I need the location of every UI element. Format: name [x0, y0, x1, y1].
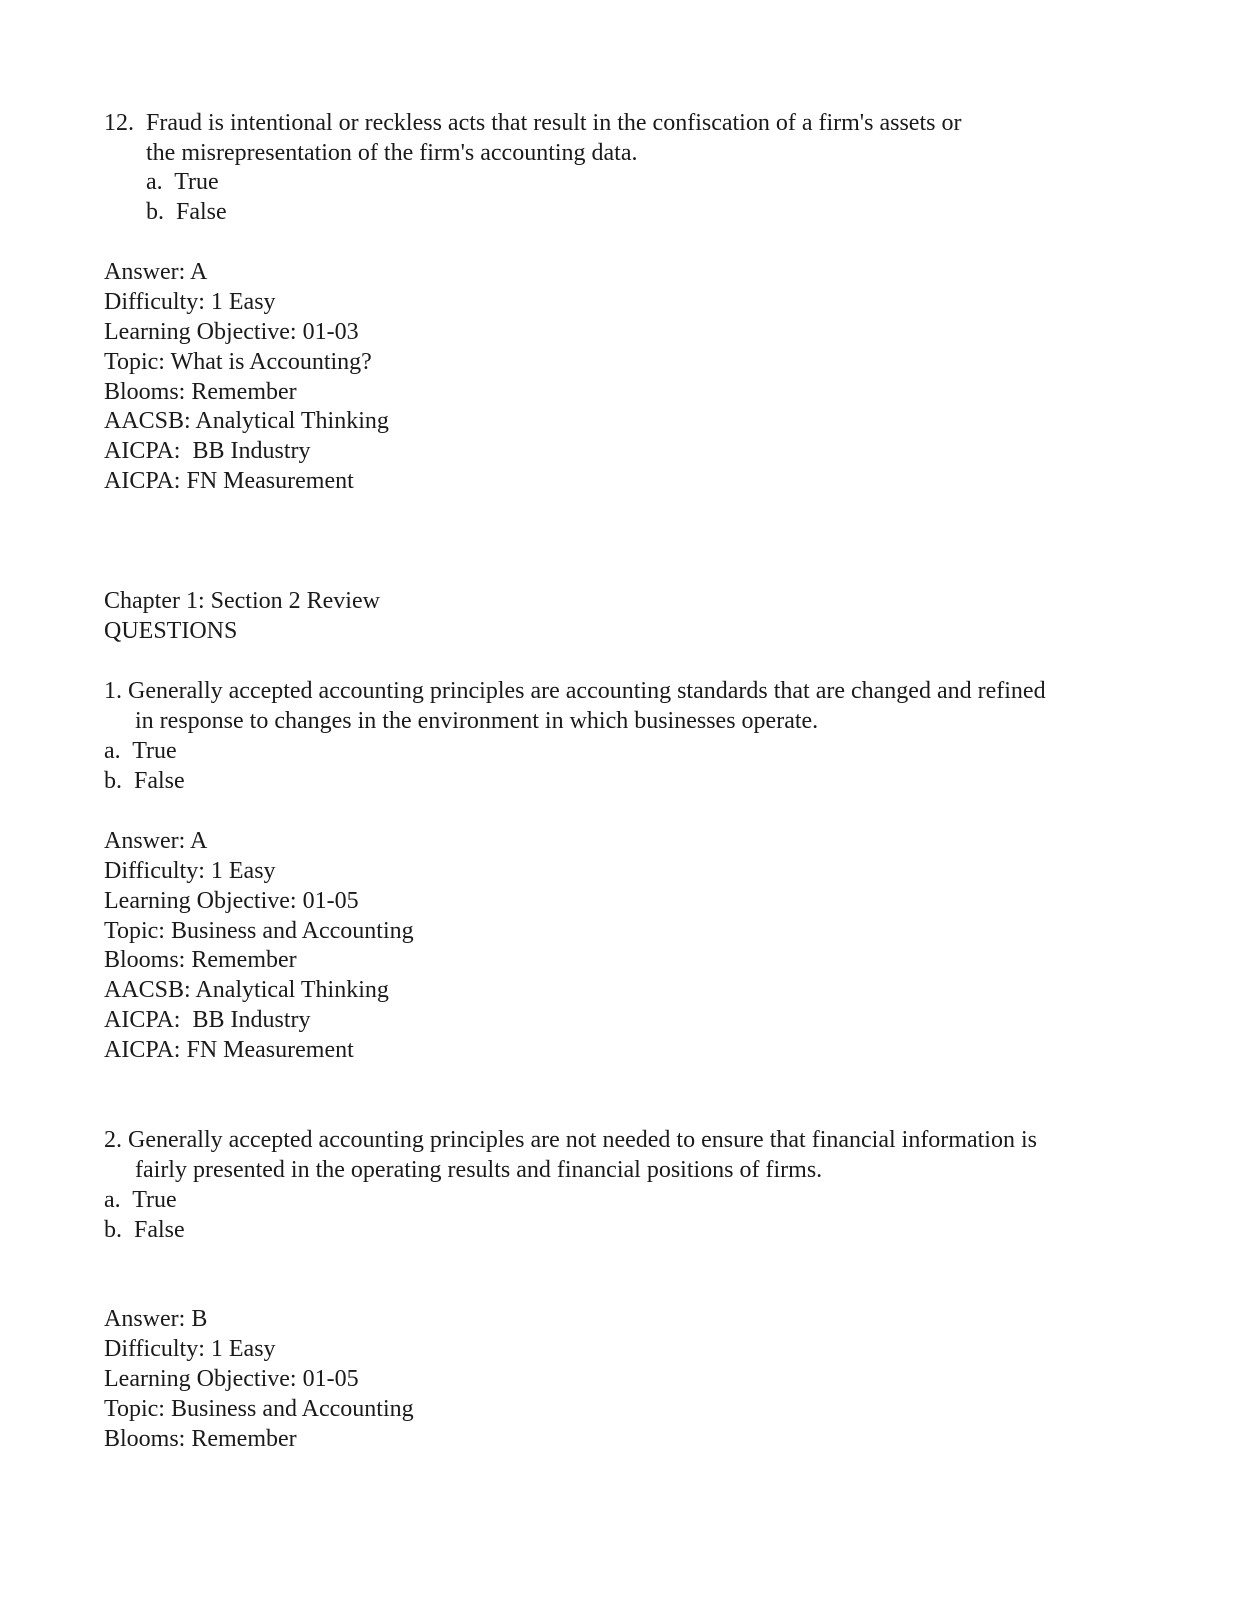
question-text-line-2: fairly presented in the operating results and financial positions of firms. [135, 1157, 823, 1183]
aicpa-line: AICPA: BB Industry [104, 1007, 311, 1033]
question-text-line-1: Fraud is intentional or reckless acts that result in the confiscation of a firm's assets or [146, 110, 962, 136]
answer-line: Answer: A [104, 259, 208, 285]
blooms-line: Blooms: Remember [104, 379, 297, 405]
learning-objective-line: Learning Objective: 01-05 [104, 888, 359, 914]
option-b: b. False [104, 768, 185, 794]
learning-objective-line: Learning Objective: 01-05 [104, 1366, 359, 1392]
aicpa-line: AICPA: FN Measurement [104, 468, 354, 494]
blooms-line: Blooms: Remember [104, 1426, 297, 1452]
option-a: a. True [104, 738, 177, 764]
option-a: a. True [146, 169, 219, 195]
question-text-line-1: 2. Generally accepted accounting principles are not needed to ensure that financial information is [104, 1127, 1037, 1153]
question-text-line-2: the misrepresentation of the firm's accounting data. [146, 140, 638, 166]
topic-line: Topic: What is Accounting? [104, 349, 372, 375]
section-title: Chapter 1: Section 2 Review [104, 588, 380, 614]
option-b: b. False [104, 1217, 185, 1243]
blooms-line: Blooms: Remember [104, 947, 297, 973]
question-text-line-1: 1. Generally accepted accounting principles are accounting standards that are changed and refined [104, 678, 1046, 704]
aacsb-line: AACSB: Analytical Thinking [104, 408, 389, 434]
section-subtitle: QUESTIONS [104, 618, 238, 644]
difficulty-line: Difficulty: 1 Easy [104, 1336, 276, 1362]
difficulty-line: Difficulty: 1 Easy [104, 858, 276, 884]
option-b: b. False [146, 199, 227, 225]
question-number: 12. [104, 110, 134, 136]
topic-line: Topic: Business and Accounting [104, 918, 414, 944]
question-text-line-2: in response to changes in the environment in which businesses operate. [135, 708, 819, 734]
aicpa-line: AICPA: FN Measurement [104, 1037, 354, 1063]
aacsb-line: AACSB: Analytical Thinking [104, 977, 389, 1003]
topic-line: Topic: Business and Accounting [104, 1396, 414, 1422]
aicpa-line: AICPA: BB Industry [104, 438, 311, 464]
answer-line: Answer: A [104, 828, 208, 854]
answer-line: Answer: B [104, 1306, 208, 1332]
learning-objective-line: Learning Objective: 01-03 [104, 319, 359, 345]
option-a: a. True [104, 1187, 177, 1213]
difficulty-line: Difficulty: 1 Easy [104, 289, 276, 315]
